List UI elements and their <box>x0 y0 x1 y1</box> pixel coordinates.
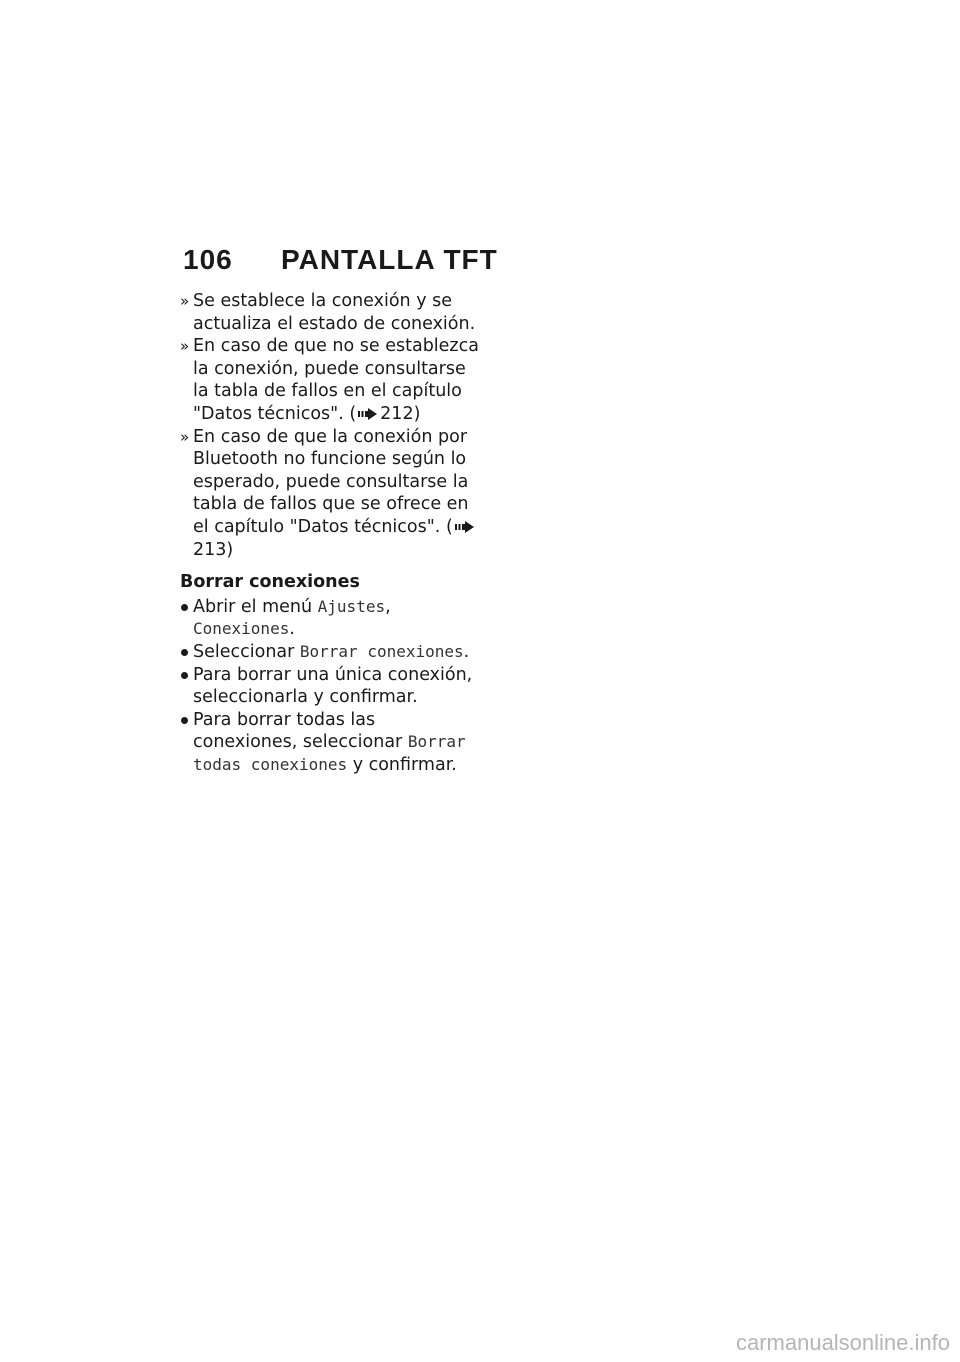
step-item: Para borrar una única conexión, seleccionarla y confirmar. <box>180 664 480 709</box>
bullet-icon <box>181 649 188 656</box>
step-item: Abrir el menú Ajustes, Conexiones. <box>180 596 480 641</box>
result-marker-icon: » <box>180 292 190 310</box>
step-item: Para borrar todas las conexiones, seleccionar Borrar todas conexiones y confirmar. <box>180 709 480 777</box>
bullet-icon <box>181 717 188 724</box>
page-reference[interactable]: 212 <box>380 403 414 424</box>
page-header <box>183 242 498 278</box>
result-text: Se establece la conexión y se actualiza el estado de conexión. <box>193 291 476 334</box>
result-marker-icon: » <box>180 427 190 446</box>
page-number: 106 <box>183 244 233 275</box>
result-item <box>180 290 480 335</box>
result-marker-icon: » <box>180 337 190 356</box>
result-text: En caso de que no se establezca la conexión, puede consultarse la tabla de fallos en el capítulo "Datos técnicos". <box>193 336 479 424</box>
menu-item-borrar-todas-conexiones: Borrar todas conexiones <box>193 732 466 774</box>
bullet-icon <box>181 672 188 679</box>
chapter-title: PANTALLA TFT <box>281 244 498 275</box>
menu-item-conexiones: Conexiones <box>193 619 290 639</box>
menu-item-borrar-conexiones: Borrar conexiones <box>299 641 464 661</box>
result-item: » En caso de que no se establezca la conexión, puede consultarse la tabla de fallos en el capítulo "Datos técnicos". ( 212) <box>180 336 479 424</box>
menu-item-ajustes: Ajustes <box>317 596 386 616</box>
page-reference-arrow-icon <box>455 521 475 533</box>
step-item: Seleccionar Borrar conexiones. <box>180 641 480 664</box>
watermark: carmanualsonline.info <box>735 1330 950 1355</box>
result-item: » En caso de que la conexión por Bluetooth no funcione según lo esperado, puede consultarse la tabla de fallos que se ofrece en el capítulo "Datos técnicos". (213) <box>180 426 480 562</box>
page-reference-arrow-icon <box>358 408 378 420</box>
bullet-icon <box>181 604 188 611</box>
page-reference[interactable]: 213 <box>193 539 227 560</box>
page-content <box>180 290 480 776</box>
section-title: Borrar conexiones <box>180 572 360 593</box>
result-text: En caso de que la conexión por Bluetooth no funcione según lo esperado, puede consultarse la tabla de fallos que se ofrece en el capítulo "Datos técnicos". <box>193 426 469 537</box>
